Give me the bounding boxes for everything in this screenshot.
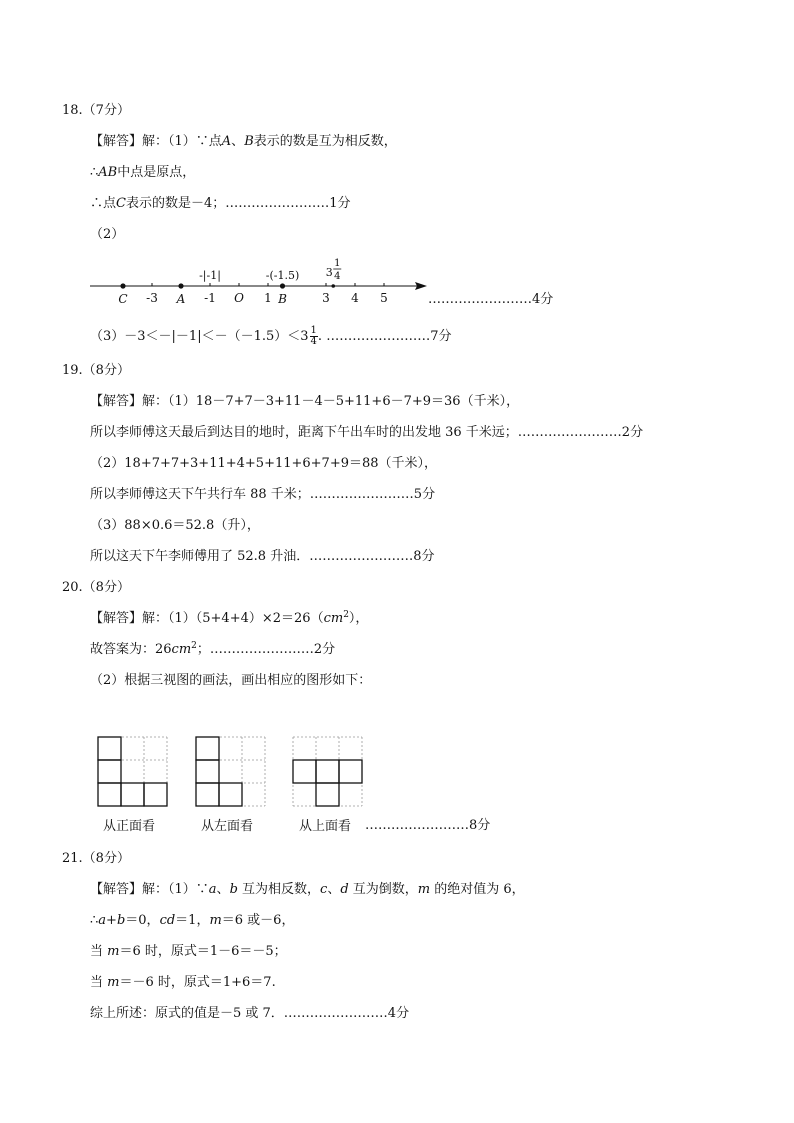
- point-A: [178, 283, 183, 288]
- fraction-one-quarter: [310, 326, 318, 347]
- q21-text: 互为倒数，: [348, 882, 418, 897]
- q21-line-3: [90, 944, 287, 960]
- q18-text: 、: [231, 134, 245, 149]
- var-b: b: [116, 913, 126, 928]
- view-grid: [196, 737, 265, 806]
- q21-text: ＝6 或－6，: [221, 913, 295, 928]
- superscript-2: 2: [343, 610, 349, 620]
- q19-line-3: （2）18+7+7+3+11+4+5+11+6+7+9＝88（千米），: [90, 456, 438, 471]
- q18-line-1: [90, 134, 397, 150]
- q20-line-3: （2）根据三视图的画法，画出相应的图形如下：: [90, 673, 372, 688]
- top-view: [293, 737, 362, 806]
- q18-title: 18.（7分）: [62, 103, 130, 118]
- q18-text: 表示的数是互为相反数，: [253, 134, 397, 149]
- left-view-label: 从左面看: [201, 819, 254, 834]
- view-grid: [98, 737, 167, 806]
- tick-label: O: [234, 291, 244, 305]
- view-squares: [293, 760, 362, 806]
- mark-label: -|-1|: [199, 269, 221, 282]
- q19-line-1: 【解答】解：（1）18－7+7－3+11－4－5+11+6－7+9＝36（千米），: [90, 394, 520, 409]
- q21-text: 当: [90, 944, 108, 959]
- q18-text: 中点是原点，: [117, 165, 196, 180]
- view-squares: [98, 737, 167, 806]
- score-text: ……………………7分: [326, 329, 452, 344]
- var-c: C: [116, 196, 126, 211]
- q20-title: 20.（8分）: [62, 580, 130, 595]
- tick-label: -3: [146, 291, 158, 305]
- var-m: m: [417, 882, 431, 897]
- q20-text: 故答案为：26: [90, 642, 172, 657]
- var-cd: cd: [159, 913, 176, 928]
- point-C: [120, 283, 125, 288]
- q18-line-2: [90, 165, 195, 181]
- point-label: B: [278, 292, 287, 306]
- var-a: a: [208, 882, 217, 897]
- q21-text: ∴: [90, 913, 99, 928]
- q21-text: 当: [90, 975, 108, 990]
- q19-line-5: （3）88×0.6＝52.8（升），: [90, 518, 260, 533]
- q21-text: 【解答】解：（1）∵: [90, 882, 209, 897]
- point-label: A: [176, 292, 186, 306]
- q21-text: 、: [327, 882, 341, 897]
- q18-line-5: [90, 326, 451, 347]
- q21-line-4: [90, 975, 276, 991]
- q21-text: ＝0，: [125, 913, 160, 928]
- var-ab: AB: [98, 165, 118, 180]
- q18-number-line-score: ……………………4分: [428, 292, 554, 307]
- q19-line-2: 所以李师傅这天最后到达目的地时，距离下午出车时的出发地 36 千米远；……………………2分: [90, 425, 644, 440]
- var-m: m: [107, 975, 120, 990]
- view-squares: [196, 737, 242, 806]
- mixed-denominator: 4: [334, 271, 341, 282]
- q18-line-3: [90, 196, 351, 212]
- q20-line-2: [90, 642, 335, 658]
- q20-text: 【解答】解：（1）（5+4+4）×2＝26（: [90, 611, 324, 626]
- score-text: ……………………1分: [225, 196, 351, 211]
- top-view-label: 从上面看: [299, 819, 352, 834]
- q19-title: 19.（8分）: [62, 363, 130, 378]
- q19-line-6: 所以这天下午李师傅用了 52.8 升油．……………………8分: [90, 549, 435, 564]
- unit-cm: cm: [171, 642, 192, 657]
- var-a: a: [98, 913, 107, 928]
- q21-text: 互为相反数，: [237, 882, 321, 897]
- q20-text: ），: [348, 611, 369, 626]
- point-B: [280, 283, 285, 288]
- tick-label: 1: [264, 291, 272, 305]
- tick-label: 4: [351, 291, 359, 305]
- var-c: c: [320, 882, 328, 897]
- q20-score: ……………………8分: [365, 818, 491, 833]
- q18-text: （3）－3＜－|－1|＜－（－1.5）＜3: [90, 329, 309, 344]
- score-text: ；……………………2分: [196, 642, 336, 657]
- q21-line-1: [90, 882, 525, 898]
- q21-text: ＝－6 时，原式＝1+6＝7.: [119, 975, 276, 990]
- q21-text: +: [106, 913, 117, 928]
- q21-line-5: 综上所述：原式的值是－5 或 7．……………………4分: [90, 1006, 410, 1021]
- unit-cm: cm: [323, 611, 344, 626]
- q18-text: 表示的数是－4；: [125, 196, 226, 211]
- q21-text: ＝1，: [175, 913, 210, 928]
- mixed-whole: 3: [325, 266, 333, 279]
- var-d: d: [340, 882, 349, 897]
- var-m: m: [107, 944, 120, 959]
- mixed-numerator: 1: [334, 258, 341, 269]
- front-view: [98, 737, 167, 806]
- view-grid: [293, 737, 362, 806]
- q21-text: ＝6 时，原式＝1－6＝－5；: [119, 944, 287, 959]
- q21-text: 、: [216, 882, 230, 897]
- var-b: b: [229, 882, 238, 897]
- tick-label: 5: [380, 291, 388, 305]
- var-b: B: [244, 134, 254, 149]
- front-view-label: 从正面看: [103, 819, 156, 834]
- q18-text: ∴: [90, 165, 99, 180]
- three-views-figure: [95, 734, 395, 812]
- q20-line-1: [90, 611, 368, 627]
- point-mixed: [331, 284, 335, 288]
- fraction-numerator: 1: [310, 325, 317, 336]
- point-label: C: [118, 292, 128, 306]
- q18-line-4: （2）: [90, 227, 125, 242]
- q18-text: .: [317, 329, 323, 344]
- left-view: [196, 737, 265, 806]
- q19-line-4: 所以李师傅这天下午共行车 88 千米；……………………5分: [90, 487, 436, 502]
- q21-line-2: [90, 913, 294, 929]
- q21-title: 21.（8分）: [62, 851, 130, 866]
- mark-label: -(-1.5): [265, 269, 300, 282]
- tick-label: -1: [204, 291, 216, 305]
- var-m: m: [209, 913, 222, 928]
- q21-text: 的绝对值为 6，: [430, 882, 525, 897]
- q18-text: 【解答】解：（1）∵点: [90, 134, 222, 149]
- superscript-2: 2: [191, 641, 197, 651]
- var-a: A: [221, 134, 232, 149]
- tick-label: 3: [322, 291, 330, 305]
- q18-text: ∴点: [90, 196, 117, 211]
- fraction-denominator: 4: [310, 336, 317, 347]
